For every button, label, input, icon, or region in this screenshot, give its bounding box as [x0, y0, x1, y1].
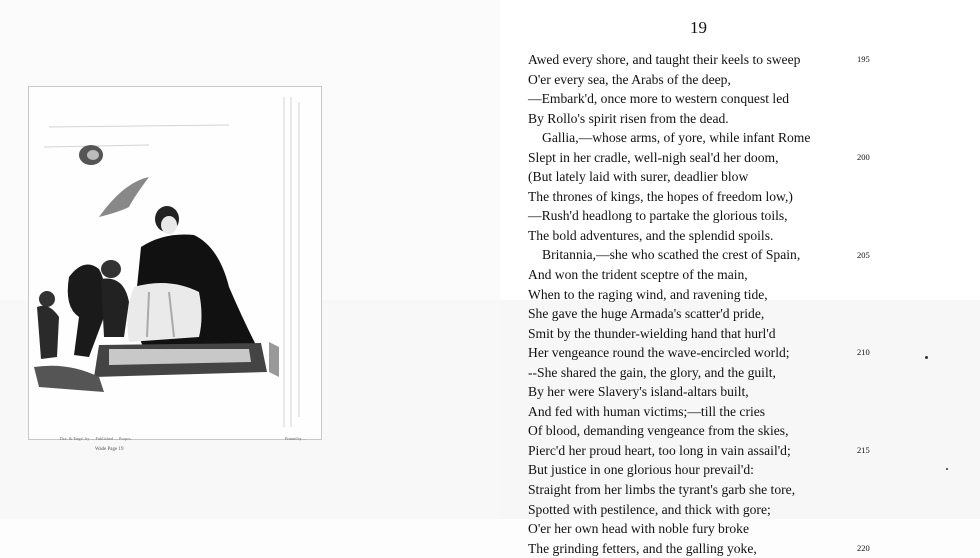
poem-text: [528, 50, 878, 558]
print-speck: [946, 468, 948, 470]
poem-line: --She shared the gain, the glory, and the guilt,: [528, 364, 776, 380]
line-number: 205: [857, 249, 870, 260]
poem-line: Awed every shore, and taught their keels to sweep: [528, 52, 801, 67]
poem-line: And won the trident sceptre of the main,: [528, 267, 748, 283]
poem-line: (But lately laid with surer, deadlier blow: [528, 169, 749, 185]
poem-line: When to the raging wind, and ravening tide,: [528, 286, 768, 302]
line-number: 210: [857, 347, 870, 358]
poem-line: O'er her own head with noble fury broke: [528, 521, 750, 537]
poem-line: By Rollo's spirit risen from the dead.: [528, 110, 729, 126]
poem-line: But justice in one glorious hour prevail'd:: [528, 462, 754, 478]
poem-line: Spotted with pestilence, and thick with gore;: [528, 501, 771, 517]
poem-line: By her were Slavery's island-altars built,: [528, 384, 749, 400]
plate-credit: Printed by ...: [285, 436, 306, 441]
poem-line: The thrones of kings, the hopes of freedom low,): [528, 188, 793, 204]
poem-line: Pierc'd her proud heart, too long in vain assail'd;: [528, 442, 791, 458]
poem-line: The grinding fetters, and the galling yoke,: [528, 540, 757, 556]
poem-line: And fed with human victims;—till the cries: [528, 403, 766, 419]
line-number: 200: [857, 151, 870, 162]
line-number: 220: [857, 542, 870, 553]
plate-subcaption: Wade Page 19: [95, 447, 124, 452]
poem-line: Slept in her cradle, well-nigh seal'd her doom,: [528, 149, 779, 165]
poem-line: Straight from her limbs the tyrant's garb she tore,: [528, 482, 796, 498]
poem-line: —Embark'd, once more to western conquest led: [528, 91, 790, 107]
engraving-illustration: [29, 87, 321, 439]
line-number: 215: [857, 445, 870, 455]
poem-line: —Rush'd headlong to partake the glorious toils,: [528, 208, 788, 224]
poem-line: Her vengeance round the wave-encircled world;: [528, 345, 790, 361]
poem-line: O'er every sea, the Arabs of the deep,: [528, 71, 731, 87]
poem-line: Smit by the thunder-wielding hand that hurl'd: [528, 325, 776, 341]
poem-line: Britannia,—she who scathed the crest of Spain,: [542, 247, 801, 263]
line-number: 195: [857, 54, 870, 64]
poem-line: Gallia,—whose arms, of yore, while infant Rome: [542, 130, 811, 146]
print-speck: [925, 356, 928, 359]
poem-line: The bold adventures, and the splendid spoils.: [528, 227, 774, 243]
poem-line: She gave the huge Armada's scatter'd pride,: [528, 306, 765, 322]
page-number: 19: [690, 18, 707, 37]
left-page: [0, 0, 500, 519]
right-page: [500, 0, 980, 556]
engraving-plate: [28, 86, 322, 440]
poem-line: Of blood, demanding vengeance from the skies,: [528, 423, 789, 439]
plate-caption: Dra. & Engd. by ... Published ... Proprs.: [60, 436, 132, 441]
